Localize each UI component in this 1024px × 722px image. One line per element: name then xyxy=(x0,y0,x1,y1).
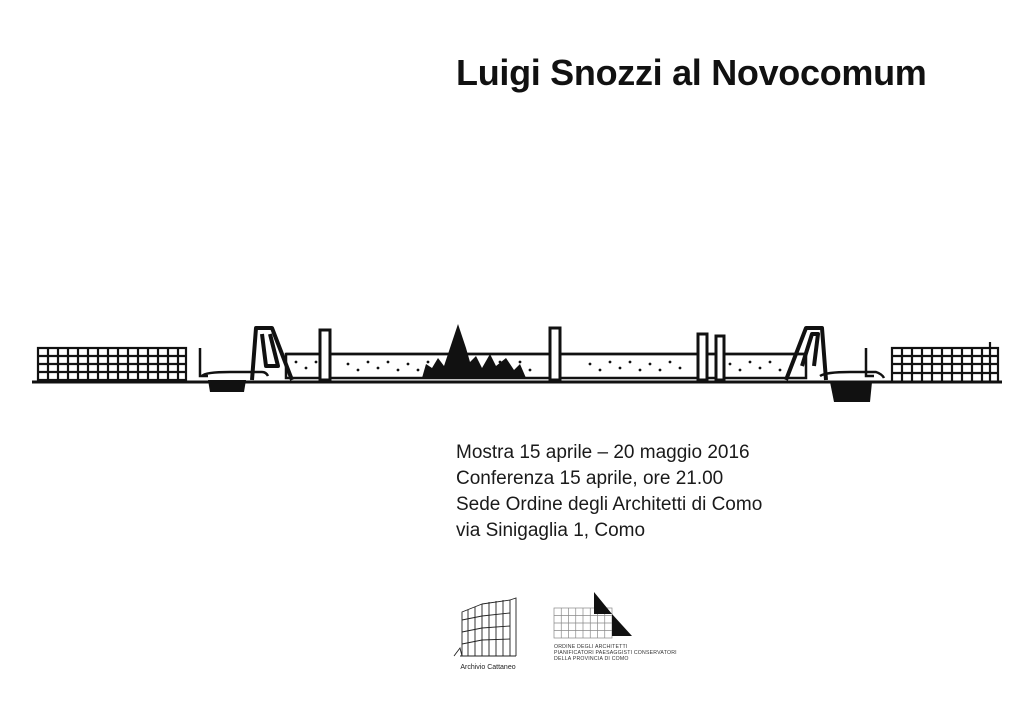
info-line-address: via Sinigaglia 1, Como xyxy=(456,520,646,541)
ordine-architetti-caption xyxy=(554,644,677,662)
ordine-grid-triangle-icon xyxy=(552,590,642,642)
archivio-cattaneo-logo xyxy=(452,590,524,674)
architectural-section-drawing-icon xyxy=(30,318,1005,410)
info-line-exhibition: Mostra 15 aprile – 20 maggio 2016 xyxy=(456,442,750,463)
ordine-caption-line-3: DELLA PROVINCIA DI COMO xyxy=(554,656,629,662)
event-info xyxy=(456,440,762,544)
info-line-venue: Sede Ordine degli Architetti di Como xyxy=(456,494,763,515)
ordine-caption-line-2: PIANIFICATORI PAESAGGISTI CONSERVATORI xyxy=(554,650,677,656)
poster-title: Luigi Snozzi al Novocomum xyxy=(456,52,927,93)
archivio-cattaneo-caption: Archivio Cattaneo xyxy=(460,664,516,671)
ordine-architetti-logo xyxy=(552,590,677,670)
building-sketch-icon xyxy=(452,590,524,662)
ordine-caption-line-1: ORDINE DEGLI ARCHITETTI xyxy=(554,644,628,650)
info-line-conference: Conferenza 15 aprile, ore 21.00 xyxy=(456,468,724,489)
